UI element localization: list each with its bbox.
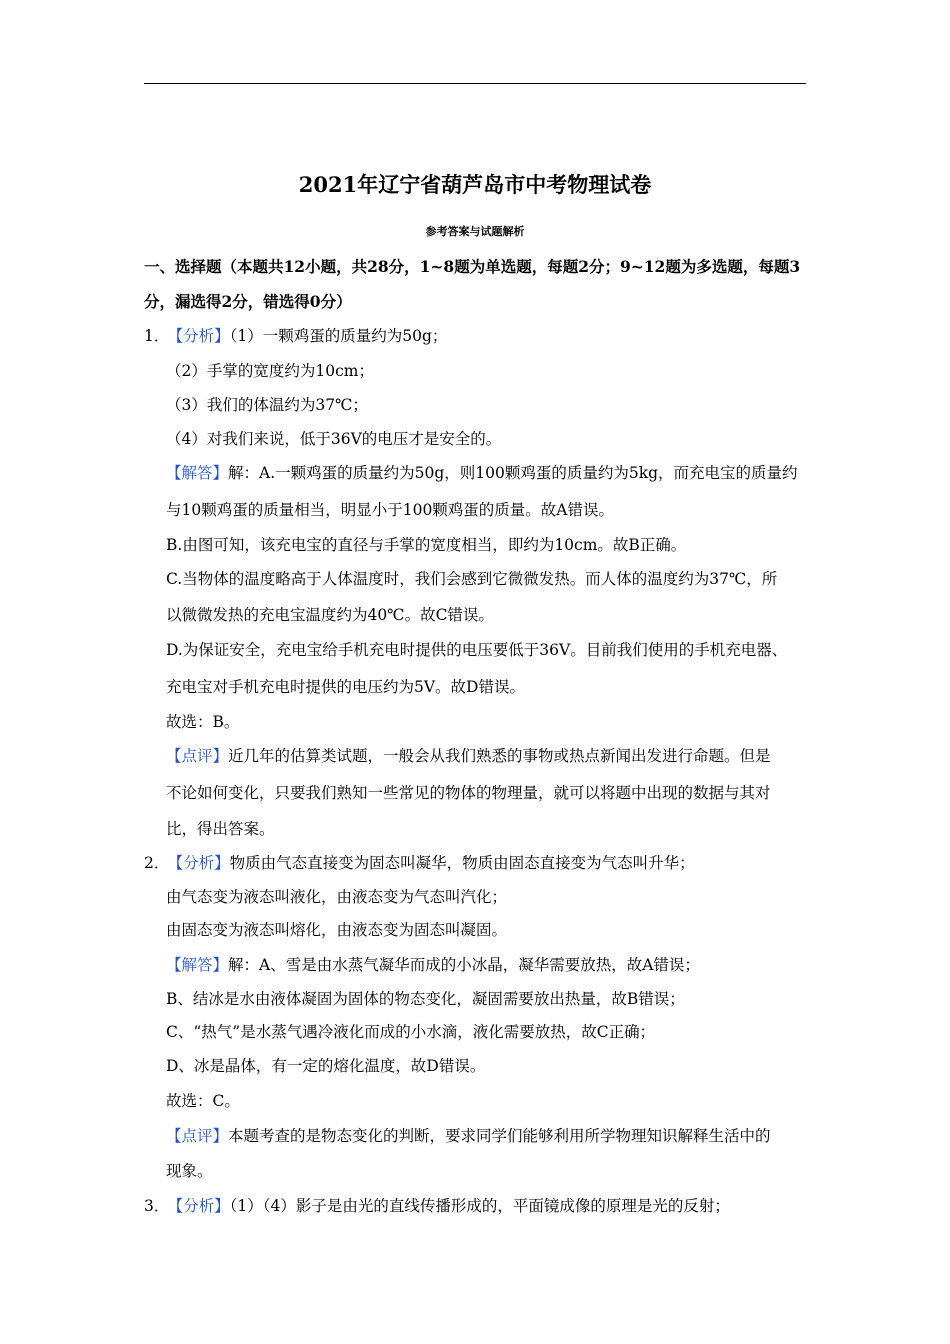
analysis-tag: 【分析】	[175, 327, 230, 345]
comment-text: 近几年的估算类试题，一般会从我们熟悉的事物或热点新闻出发进行命题。但是	[228, 747, 771, 765]
q2-analysis-line-2: 由气态变为液态叫液化，由液态变为气态叫汽化；	[166, 888, 508, 906]
q1-analysis-line-1	[144, 326, 447, 346]
section-heading-line-1: 一、选择题（本题共12小题，共28分，1~8题为单选题，每题2分；9~12题为多选题，每题3	[144, 257, 801, 276]
question-number: 1．	[144, 327, 170, 345]
question-number: 3．	[144, 1197, 170, 1215]
analysis-tag: 【分析】	[175, 1197, 230, 1215]
q1-answer-line-8: 故选：B。	[166, 713, 240, 731]
q3-analysis-line-1	[144, 1196, 730, 1216]
section-heading-line-2: 分，漏选得2分，错选得0分）	[144, 292, 352, 311]
q2-answer-line-5: 故选：C。	[166, 1092, 240, 1110]
q2-comment-line-2: 现象。	[166, 1162, 213, 1180]
q2-answer-line-3: C、“热气”是水蒸气遇冷液化而成的小水滴，液化需要放热，故C正确；	[166, 1023, 656, 1041]
q1-answer-line-7: 充电宝对手机充电时提供的电压约为5V。故D错误。	[166, 678, 525, 696]
q1-analysis-line-3: （3）我们的体温约为37℃；	[166, 396, 368, 414]
header-rule	[144, 83, 806, 84]
analysis-text: （1）（4）影子是由光的直线传播形成的，平面镜成像的原理是光的反射；	[229, 1197, 730, 1215]
q2-answer-line-2: B、结冰是水由液体凝固为固体的物态变化，凝固需要放出热量，故B错误；	[166, 990, 685, 1008]
page-title: 2021年辽宁省葫芦岛市中考物理试卷	[298, 172, 652, 197]
q2-answer-line-1	[166, 955, 700, 975]
comment-tag: 【点评】	[166, 1127, 229, 1145]
comment-tag: 【点评】	[166, 747, 229, 765]
q1-comment-line-2: 不论如何变化，只要我们熟知一些常见的物体的物理量，就可以将题中出现的数据与其对	[166, 784, 771, 802]
question-number: 2．	[144, 854, 170, 872]
q1-answer-line-3: B.由图可知，该充电宝的直径与手掌的宽度相当，即约为10cm。故B正确。	[166, 536, 687, 554]
q1-answer-line-2: 与10颗鸡蛋的质量相当，明显小于100颗鸡蛋的质量。故A错误。	[166, 501, 615, 519]
analysis-text: （1）一颗鸡蛋的质量约为50g；	[229, 327, 448, 345]
page-subtitle: 参考答案与试题解析	[425, 225, 525, 238]
q1-comment-line-3: 比，得出答案。	[166, 820, 275, 838]
q1-analysis-line-2: （2）手掌的宽度约为10cm；	[166, 362, 374, 380]
q2-analysis-line-1	[144, 853, 695, 873]
answer-text: 解：A、雪是由水蒸气凝华而成的小冰晶，凝华需要放热，故A错误；	[228, 956, 700, 974]
comment-text: 本题考查的是物态变化的判断，要求同学们能够利用所学物理知识解释生活中的	[228, 1127, 771, 1145]
q2-answer-line-4: D、冰是晶体，有一定的熔化温度，故D错误。	[166, 1057, 486, 1075]
q1-answer-line-6: D.为保证安全，充电宝给手机充电时提供的电压要低于36V。目前我们使用的手机充电器、	[166, 641, 788, 659]
q2-comment-line-1	[166, 1126, 771, 1146]
answer-tag: 【解答】	[166, 464, 229, 482]
q2-analysis-line-3: 由固态变为液态叫熔化，由液态变为固态叫凝固。	[166, 921, 508, 939]
q1-answer-line-1	[166, 463, 798, 483]
q1-comment-line-1	[166, 746, 771, 766]
analysis-text: 物质由气态直接变为固态叫凝华，物质由固态直接变为气态叫升华；	[229, 854, 695, 872]
q1-answer-line-5: 以微微发热的充电宝温度约为40℃。故C错误。	[166, 606, 494, 624]
analysis-tag: 【分析】	[175, 854, 230, 872]
q1-analysis-line-4: （4）对我们来说，低于36V的电压才是安全的。	[166, 430, 502, 448]
answer-tag: 【解答】	[166, 956, 229, 974]
answer-text: 解：A.一颗鸡蛋的质量约为50g，则100颗鸡蛋的质量约为5kg，而充电宝的质量约	[228, 464, 798, 482]
q1-answer-line-4: C.当物体的温度略高于人体温度时，我们会感到它微微发热。而人体的温度约为37℃，所	[166, 570, 778, 588]
